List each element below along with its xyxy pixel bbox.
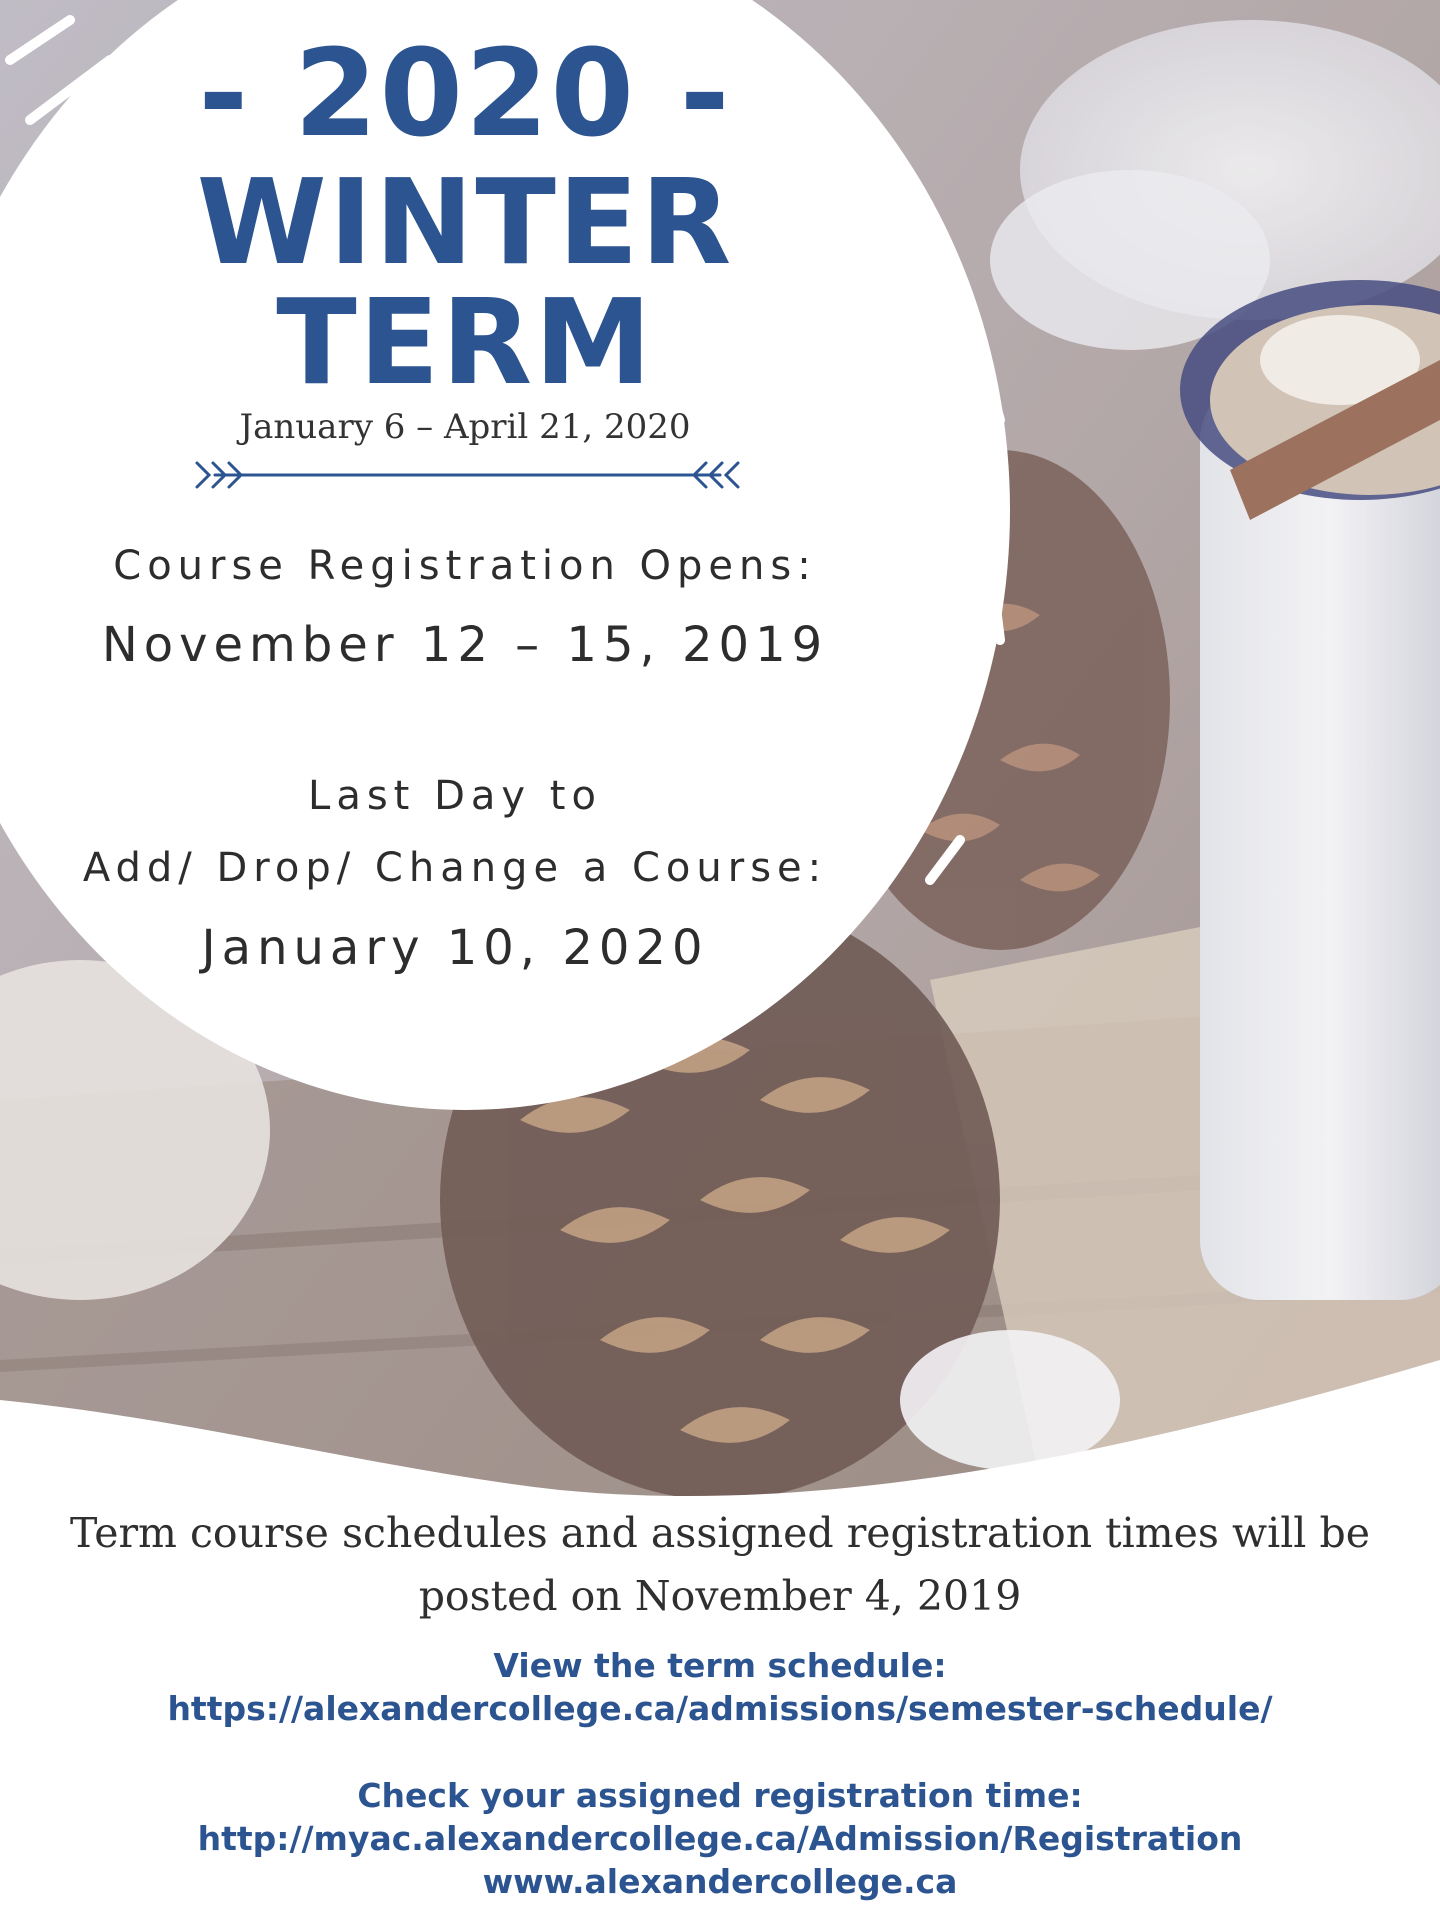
title-term: TERM (276, 273, 654, 411)
title-year: - 2020 - (198, 25, 732, 164)
last-day-label-line1: Last Day to (308, 773, 602, 819)
schedule-label: View the term schedule: (493, 1646, 947, 1685)
arrow-divider-icon (195, 455, 740, 495)
schedule-link[interactable]: https://alexandercollege.ca/admissions/semester-schedule/ (167, 1689, 1273, 1728)
notice-line1: Term course schedules and assigned registration times will be (70, 1509, 1370, 1557)
term-dates: January 6 – April 21, 2020 (239, 407, 691, 447)
registration-label: Course Registration Opens: (113, 543, 817, 589)
registration-dates: November 12 – 15, 2019 (101, 617, 829, 673)
registration-link[interactable]: http://myac.alexandercollege.ca/Admission/Registration (197, 1819, 1243, 1858)
website-link[interactable]: www.alexandercollege.ca (482, 1862, 958, 1901)
title-winter: WINTER (196, 153, 734, 291)
registration-time-label: Check your assigned registration time: (357, 1776, 1083, 1815)
last-day-date: January 10, 2020 (201, 920, 709, 976)
last-day-label-line2: Add/ Drop/ Change a Course: (82, 845, 828, 891)
notice-line2: posted on November 4, 2019 (418, 1572, 1022, 1620)
